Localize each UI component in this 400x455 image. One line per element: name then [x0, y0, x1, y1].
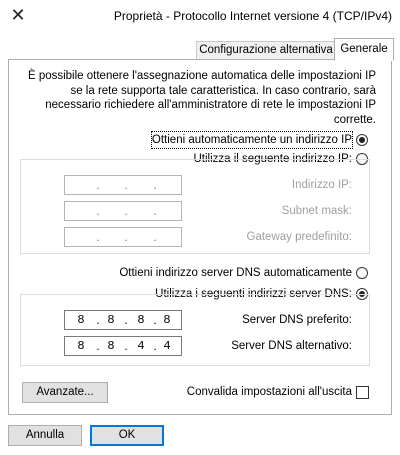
ip-octet — [99, 177, 123, 193]
ip-dot: . — [153, 204, 157, 218]
alternate-dns-label: Server DNS alternativo: — [231, 340, 352, 352]
radio-selected-dot — [359, 137, 365, 143]
ip-dot: . — [96, 204, 100, 218]
window-title: Proprietà - Protocollo Internet versione 4 (TCP/IPv4) — [113, 9, 392, 23]
ip-dot: . — [153, 230, 157, 244]
cancel-button[interactable]: Annulla — [8, 425, 82, 446]
ip-octet — [129, 229, 153, 245]
alternate-dns-input[interactable] — [64, 336, 182, 356]
ip-dot: . — [153, 178, 157, 192]
ok-button[interactable]: OK — [90, 425, 164, 446]
ip-octet — [99, 203, 123, 219]
ip-address-label: Indirizzo IP: — [291, 179, 352, 191]
gateway-label: Gateway predefinito: — [246, 231, 352, 243]
ip-dot: . — [124, 313, 128, 327]
ip-dot: . — [124, 230, 128, 244]
ip-octet — [69, 177, 93, 193]
close-icon[interactable]: ✕ — [10, 5, 26, 25]
subnet-mask-input — [64, 201, 182, 221]
radio-ip-manual-label[interactable]: Utilizza il seguente indirizzo IP: — [193, 153, 352, 165]
preferred-dns-label: Server DNS preferito: — [242, 314, 352, 326]
radio-ip-auto[interactable] — [356, 134, 368, 146]
validate-checkbox-label[interactable]: Convalida impostazioni all'uscita — [186, 386, 352, 398]
title-bar — [0, 0, 400, 31]
ip-octet[interactable]: 8 — [107, 313, 115, 327]
ip-octet — [129, 177, 153, 193]
validate-checkbox[interactable] — [356, 386, 369, 399]
ip-address-input — [64, 175, 182, 195]
ip-octet — [99, 229, 123, 245]
ip-dot: . — [124, 178, 128, 192]
ip-octet[interactable]: 8 — [163, 313, 171, 327]
ip-octet — [129, 203, 153, 219]
ip-octet[interactable]: 8 — [137, 313, 145, 327]
ip-octet — [69, 229, 93, 245]
ip-dot: . — [96, 178, 100, 192]
ip-dot: . — [96, 313, 100, 327]
preferred-dns-input[interactable] — [64, 310, 182, 330]
ip-dot: . — [96, 230, 100, 244]
tab-configurazione-alternativa[interactable]: Configurazione alternativa — [196, 41, 336, 59]
ip-octet — [155, 177, 179, 193]
radio-dns-auto[interactable] — [356, 267, 368, 279]
ip-dot: . — [153, 313, 157, 327]
ip-octet[interactable]: 8 — [107, 339, 115, 353]
gateway-input — [64, 227, 182, 247]
ip-dot: . — [124, 204, 128, 218]
ip-octet — [69, 203, 93, 219]
radio-dns-manual-label[interactable]: Utilizza i seguenti indirizzi server DNS: — [155, 288, 352, 300]
ip-dot: . — [153, 339, 157, 353]
ip-octet — [155, 203, 179, 219]
ip-octet[interactable]: 4 — [137, 339, 145, 353]
tab-generale[interactable]: Generale — [334, 38, 394, 61]
radio-ip-auto-label[interactable]: Ottieni automaticamente un indirizzo IP — [151, 134, 352, 146]
ip-dot: . — [96, 339, 100, 353]
subnet-mask-label: Subnet mask: — [281, 205, 352, 217]
radio-dns-auto-label[interactable]: Ottieni indirizzo server DNS automaticamente — [119, 267, 352, 279]
ip-octet — [155, 229, 179, 245]
ip-octet[interactable]: 8 — [77, 313, 85, 327]
ip-dot: . — [124, 339, 128, 353]
ip-octet[interactable]: 4 — [163, 339, 171, 353]
description-text: È possibile ottenere l'assegnazione automatica delle impostazioni IP se la rete supporta tale caratteristica. In caso contrario, sarà necessario richiedere all'amministratore di rete le impostazioni IP corrette. — [27, 70, 376, 126]
advanced-button[interactable]: Avanzate... — [22, 382, 108, 403]
ip-octet[interactable]: 8 — [77, 339, 85, 353]
